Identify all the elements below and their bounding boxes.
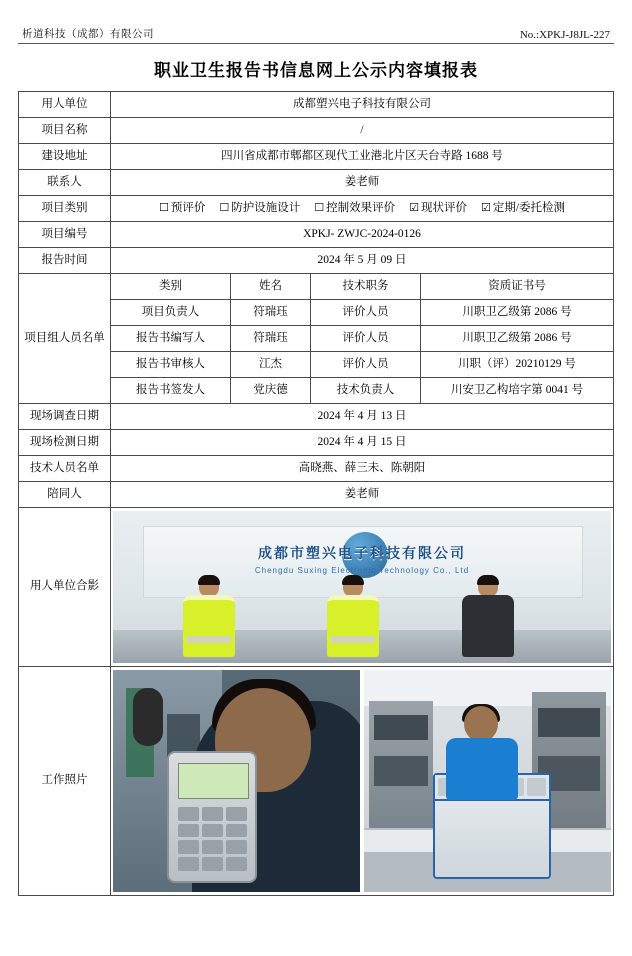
person-figure <box>327 575 379 657</box>
team-name: 符瑞珏 <box>231 326 311 352</box>
handheld-meter-device <box>167 751 257 883</box>
survey-date-label: 现场调查日期 <box>19 404 111 430</box>
employer-value: 成都塑兴电子科技有限公司 <box>111 92 614 118</box>
person-vest <box>183 595 235 657</box>
person-hair <box>198 575 220 585</box>
work-photo-row <box>113 670 611 892</box>
team-duty: 评价人员 <box>311 352 421 378</box>
site-value: 四川省成都市郫都区现代工业港北片区天台寺路 1688 号 <box>111 144 614 170</box>
person-figure <box>438 706 528 798</box>
person-figure <box>183 575 235 657</box>
checkbox-checked-icon: ☑ <box>480 201 491 215</box>
table-row <box>19 92 614 118</box>
person-vest <box>327 595 379 657</box>
team-header-2: 技术职务 <box>311 274 421 300</box>
table-row <box>19 404 614 430</box>
report-date-label: 报告时间 <box>19 248 111 274</box>
employer-label: 用人单位 <box>19 92 111 118</box>
meter-key <box>202 857 223 871</box>
tech-staff-label: 技术人员名单 <box>19 456 111 482</box>
person-head <box>343 575 363 597</box>
tech-staff-value: 高晓燕、薛三未、陈朝阳 <box>111 456 614 482</box>
table-row-work-photo <box>19 667 614 896</box>
checkbox-label: 定期/委托检测 <box>492 201 566 214</box>
team-role: 报告书审核人 <box>111 352 231 378</box>
contact-label: 联系人 <box>19 170 111 196</box>
tray-slot <box>527 778 546 797</box>
test-date-label: 现场检测日期 <box>19 430 111 456</box>
table-row <box>19 222 614 248</box>
team-label: 项目组人员名单 <box>19 274 111 404</box>
meter-screen <box>178 763 249 798</box>
table-row <box>19 274 614 300</box>
project-no-label: 项目编号 <box>19 222 111 248</box>
checkbox-checked-icon: ☑ <box>409 201 419 215</box>
table-row <box>19 482 614 508</box>
page-header <box>18 10 614 44</box>
equipment-rack-left <box>369 701 433 839</box>
team-name: 江杰 <box>231 352 311 378</box>
team-cert: 川职卫乙级第 2086 号 <box>421 300 614 326</box>
report-form-table <box>18 91 614 896</box>
document-number: No.:XPKJ-J8JL-227 <box>519 29 610 41</box>
team-role: 报告书签发人 <box>111 378 231 404</box>
meter-key <box>226 840 247 854</box>
person-head <box>478 575 498 597</box>
team-header-3: 资质证书号 <box>421 274 614 300</box>
banner-text-en: Chengdu Suxing Electronic Technology Co., Ltd <box>254 565 470 575</box>
person-head <box>464 706 498 742</box>
team-role: 报告书编写人 <box>111 326 231 352</box>
table-row-group-photo <box>19 508 614 667</box>
table-row <box>19 144 614 170</box>
report-date-value: 2024 年 5 月 09 日 <box>111 248 614 274</box>
team-cert: 川职卫乙级第 2086 号 <box>421 326 614 352</box>
team-cert: 川安卫乙构培字第 0041 号 <box>421 378 614 404</box>
team-name: 党庆德 <box>231 378 311 404</box>
meter-key <box>202 824 223 838</box>
person-figure <box>462 575 514 657</box>
work-photo-cell <box>111 667 614 896</box>
work-photo-left <box>113 670 360 892</box>
meter-key <box>226 857 247 871</box>
category-label: 项目类别 <box>19 196 111 222</box>
table-row <box>19 196 614 222</box>
accompany-label: 陪同人 <box>19 482 111 508</box>
team-cert: 川职（评）20210129 号 <box>421 352 614 378</box>
site-label: 建设地址 <box>19 144 111 170</box>
document-page <box>0 10 632 846</box>
microphone-probe <box>133 688 163 746</box>
category-options <box>111 196 614 222</box>
meter-key <box>202 807 223 821</box>
test-date-value: 2024 年 4 月 15 日 <box>111 430 614 456</box>
table-row <box>19 248 614 274</box>
person-hair <box>477 575 499 585</box>
company-watermark: 析道科技（成都）有限公司 <box>22 28 154 40</box>
person-shirt <box>462 595 514 657</box>
checkbox-empty-icon: ☐ <box>219 201 230 215</box>
work-photo-right <box>364 670 611 892</box>
checkbox-empty-icon: ☐ <box>158 201 169 215</box>
survey-date-value: 2024 年 4 月 13 日 <box>111 404 614 430</box>
person-shirt <box>446 738 518 800</box>
checkbox-option-0[interactable] <box>159 201 205 217</box>
checkbox-option-2[interactable] <box>314 201 395 217</box>
checkbox-empty-icon: ☐ <box>314 201 325 215</box>
meter-key <box>178 824 199 838</box>
project-name-value: / <box>111 118 614 144</box>
table-row <box>19 456 614 482</box>
team-name: 符瑞珏 <box>231 300 311 326</box>
checkbox-label: 现状评价 <box>420 201 467 214</box>
checkbox-label: 预评价 <box>170 201 206 214</box>
checkbox-option-3[interactable] <box>409 201 467 217</box>
group-photo-label: 用人单位合影 <box>19 508 111 667</box>
page-bottom-margin <box>18 896 614 956</box>
work-photo-label: 工作照片 <box>19 667 111 896</box>
group-photo-image <box>113 511 611 663</box>
contact-value: 姜老师 <box>111 170 614 196</box>
meter-key <box>178 857 199 871</box>
meter-key <box>202 840 223 854</box>
person-head <box>199 575 219 597</box>
group-photo-cell <box>111 508 614 667</box>
project-name-label: 项目名称 <box>19 118 111 144</box>
table-row <box>19 118 614 144</box>
meter-key <box>178 807 199 821</box>
project-no-value: XPKJ- ZWJC-2024-0126 <box>111 222 614 248</box>
person-hair <box>342 575 364 585</box>
table-row <box>19 170 614 196</box>
meter-keypad <box>178 807 247 871</box>
checkbox-label: 控制效果评价 <box>326 201 396 214</box>
meter-key <box>226 824 247 838</box>
table-row <box>19 430 614 456</box>
team-header-1: 姓名 <box>231 274 311 300</box>
team-duty: 评价人员 <box>311 300 421 326</box>
meter-key <box>178 840 199 854</box>
checkbox-option-1[interactable] <box>219 201 300 217</box>
team-duty: 评价人员 <box>311 326 421 352</box>
checkbox-option-4[interactable] <box>481 201 565 217</box>
checkbox-label: 防护设施设计 <box>231 201 301 214</box>
accompany-value: 姜老师 <box>111 482 614 508</box>
meter-key <box>226 807 247 821</box>
team-duty: 技术负责人 <box>311 378 421 404</box>
banner-text-cn: 成都市塑兴电子科技有限公司 <box>258 545 466 562</box>
page-title: 职业卫生报告书信息网上公示内容填报表 <box>154 61 478 80</box>
team-role: 项目负责人 <box>111 300 231 326</box>
team-header-0: 类别 <box>111 274 231 300</box>
